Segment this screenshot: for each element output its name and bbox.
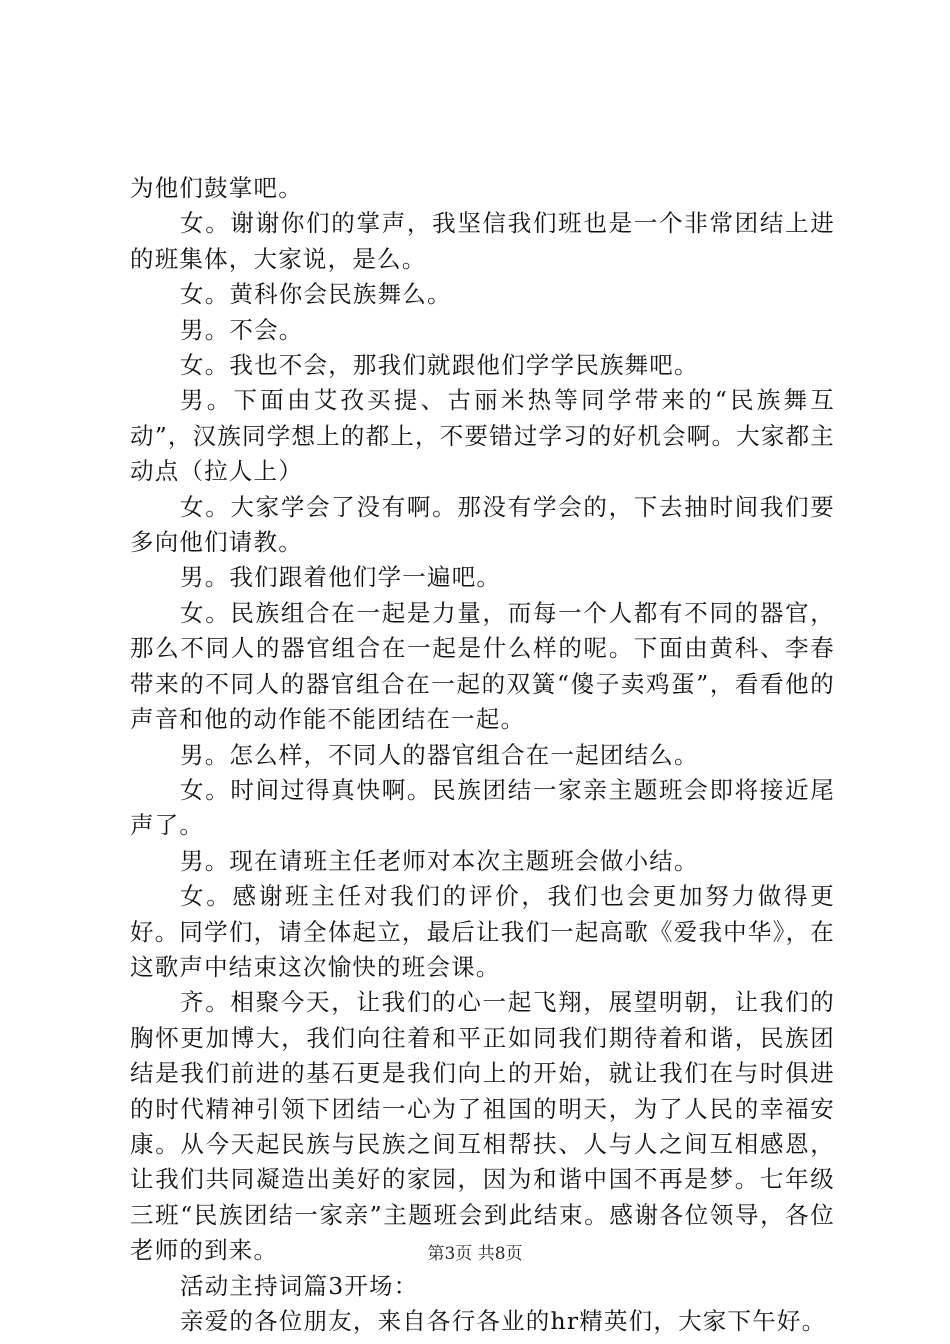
paragraph: 女。时间过得真快啊。民族团结一家亲主题班会即将接近尾声了。: [130, 775, 835, 840]
page-footer: 第3页 共8页: [427, 1244, 523, 1264]
paragraph: 为他们鼓掌吧。: [130, 174, 303, 202]
paragraph: 女。我也不会，那我们就跟他们学学民族舞吧。: [180, 351, 699, 380]
paragraph: 男。现在请班主任老师对本次主题班会做小结。: [180, 846, 699, 875]
paragraph: 女。感谢班主任对我们的评价，我们也会更加努力做得更好。同学们，请全体起立，最后让我们一起高歌《爱我中华》，在这歌声中结束这次愉快的班会课。: [130, 882, 835, 981]
paragraph: 亲爱的各位朋友，来自各行各业的hr精英们，大家下午好。: [180, 1307, 827, 1335]
paragraph: 齐。相聚今天，让我们的心一起飞翔，展望明朝，让我们的胸怀更加博大，我们向往着和平正如同我们期待着和谐，民族团结是我们前进的基石更是我们向上的开始，就让我们在与时俱进的时代精神引领下团结一心为了祖国的明天，为了人民的幸福安康。从今天起民族与民族之间互相帮扶、人与人之间互相感恩，让我们共同凝造出美好的家园，因为和谐中国不再是梦。七年级三班“民族团结一家亲”主题班会到此结束。感谢各位领导，各位老师的到来。: [130, 988, 835, 1265]
paragraph: 女。大家学会了没有啊。那没有学会的，下去抽时间我们要多向他们请教。: [130, 492, 835, 557]
paragraph: 男。不会。: [180, 315, 304, 344]
paragraph: 男。下面由艾孜买提、古丽米热等同学带来的“民族舞互动”，汉族同学想上的都上，不要错过学习的好机会啊。大家都主动点（拉人上）: [130, 386, 835, 486]
section-heading: 活动主持词篇3开场：: [180, 1271, 419, 1300]
paragraph: 男。我们跟着他们学一遍吧。: [180, 563, 502, 592]
paragraph: 女。黄科你会民族舞么。: [180, 280, 452, 309]
paragraph: 女。谢谢你们的掌声，我坚信我们班也是一个非常团结上进的班集体，大家说，是么。: [130, 209, 835, 273]
paragraph: 女。民族组合在一起是力量，而每一个人都有不同的器官，那么不同人的器官组合在一起是什么样的呢。下面由黄科、李春带来的不同人的器官组合在一起的双簧“傻子卖鸡蛋”，看看他的声音和他的动作能不能团结在一起。: [130, 598, 835, 734]
paragraph: 男。怎么样，不同人的器官组合在一起团结么。: [180, 740, 699, 769]
document-body: [130, 171, 835, 1339]
